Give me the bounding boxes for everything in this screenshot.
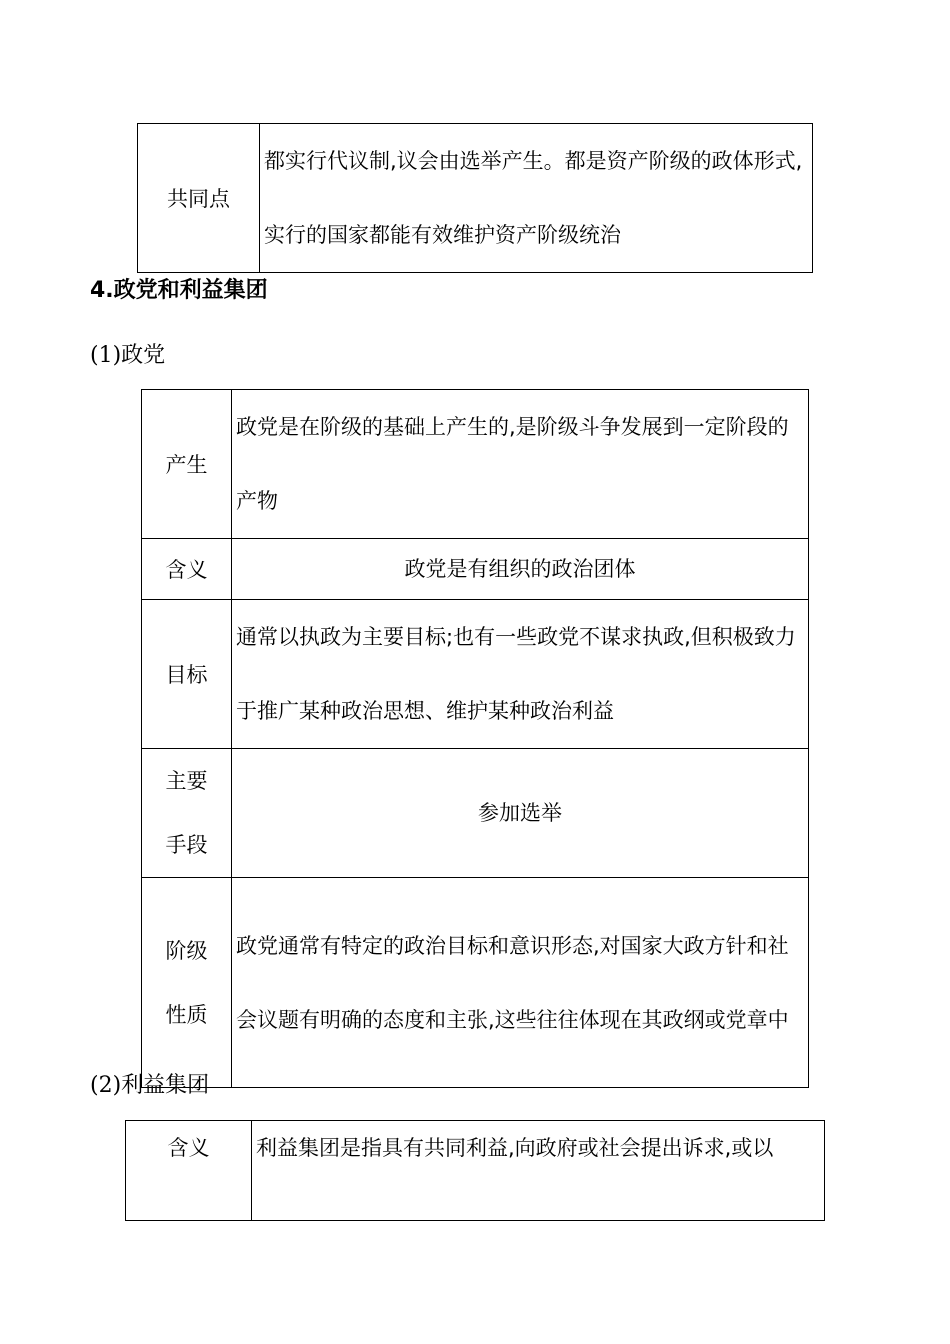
row-content: 利益集团是指具有共同利益,向政府或社会提出诉求,或以 bbox=[252, 1121, 825, 1221]
table-row bbox=[142, 539, 809, 600]
row-header: 含义 bbox=[126, 1121, 252, 1221]
row-header: 目标 bbox=[142, 600, 232, 749]
row-header: 共同点 bbox=[138, 124, 260, 273]
subsection-title: 利益集团 bbox=[121, 1073, 210, 1098]
row-content: 都实行代议制,议会由选举产生。都是资产阶级的政体形式,实行的国家都能有效维护资产阶级统治 bbox=[260, 124, 813, 273]
row-header: 含义 bbox=[142, 539, 232, 600]
row-content: 通常以执政为主要目标;也有一些政党不谋求执政,但积极致力于推广某种政治思想、维护某种政治利益 bbox=[232, 600, 809, 749]
table-row bbox=[142, 390, 809, 539]
table-row bbox=[126, 1121, 825, 1221]
row-header: 产生 bbox=[142, 390, 232, 539]
row-content: 政党是在阶级的基础上产生的,是阶级斗争发展到一定阶段的产物 bbox=[232, 390, 809, 539]
table-row bbox=[138, 124, 813, 273]
subsection-heading-interest-group bbox=[90, 1068, 209, 1099]
subsection-title: 政党 bbox=[121, 343, 166, 368]
table-row bbox=[142, 749, 809, 878]
row-header: 主要 手段 bbox=[142, 749, 232, 878]
row-content: 政党通常有特定的政治目标和意识形态,对国家大政方针和社会议题有明确的态度和主张,这些往往体现在其政纲或党章中 bbox=[232, 878, 809, 1088]
row-content: 参加选举 bbox=[232, 749, 809, 878]
subsection-heading-party bbox=[90, 338, 165, 369]
section-heading: 4.政党和利益集团 bbox=[90, 278, 268, 303]
party-table bbox=[141, 389, 809, 1088]
row-header: 阶级 性质 bbox=[142, 878, 232, 1088]
table-row bbox=[142, 600, 809, 749]
comparison-table bbox=[137, 123, 813, 273]
table-row bbox=[142, 878, 809, 1088]
subsection-prefix: (1) bbox=[90, 343, 122, 368]
interest-group-table bbox=[125, 1120, 825, 1221]
subsection-prefix: (2) bbox=[90, 1073, 122, 1098]
row-content: 政党是有组织的政治团体 bbox=[232, 539, 809, 600]
